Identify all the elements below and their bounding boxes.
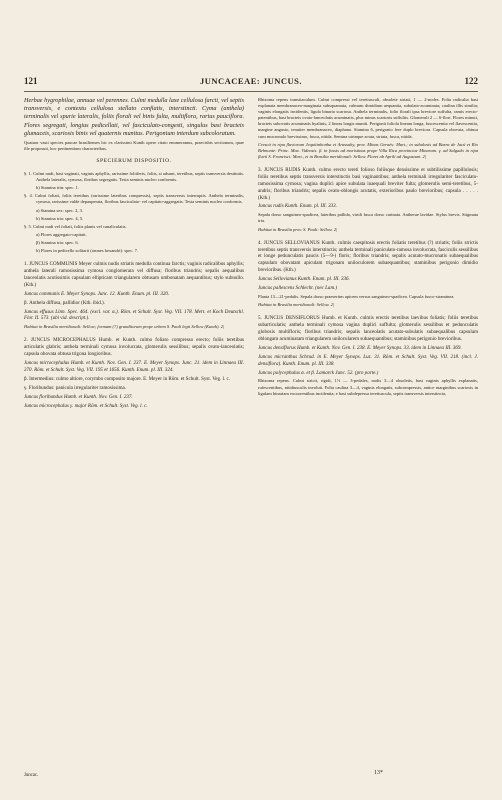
key-entry: a) Stamina sex: spec. 2, 3. (36, 207, 83, 213)
key-entry: b) Stamina tria: spec. 4, 5. (36, 215, 84, 221)
left-column (24, 97, 244, 412)
species-2-description: Rhizoma repens transiiaculum. Culmi compressi vel teretiusculi, obsolete striati, 1 — 2-nodes. Folia radicalia basi explanata membranaceo-marginata subsquamata, culmum dimidium aequantia, subulato-acuminata; caulina illis similia; vaginis elongatis incidentis, ligula binaria scariosa. Anthela terminalis, folio florali ipsa breviore suffulta, ramis erecto-patentibus, basi bracteis ovato-lanceolatis acuminatis, plus minus scariosis suffultis. Glomeruli 2 — 6-flori. Flores minuti, bracteis subovatis acuminatis hyalinis, 2 lineas longis muniti. Perigonii foliola lineam longa, fuscescentia vel flavescentia, margine angusto, tenuiter membranaceo, diaphano. Stamina 6, perigonio fere duplo breviora. Capsula obovata, obtusa cum mucronulo brevissimo, fusca, nitida. Semina utrinque acuta, striata, fusca, nitida. (258, 97, 478, 139)
key-entry: b) Flores in pedicello solitarii (omnes hexandri): spec. 7. (36, 248, 138, 254)
genus-description: Herbae hygrophilae, annuae vel perennes. Culmi medulla laxe cellulosa farcti, vel septis transversis, e contextu cellulosa stellato confiatis, interstincti. Cyma (anthela) terminalis vel spurie lateralis, foliis florali vel binis fulta, multiflora, rarius pauciflora. Flores segregati, longius pedicellati, vel fasciculato-congesti, singulus basi bracteis glumaceis, scariosis binis vel quaternis munitus. Perigonium interdum subcoloratum. (24, 97, 244, 137)
species-2-variety: γ. Floribundus: panicula irregulariter ramosissima. (24, 384, 127, 391)
species-5-synonym: Juncus micranthus Schrad. in E. Meyer Synops. Luz. 31. Röm. et Schult. Syst. Veg. VII. 218. (incl. J. densiflora). Kunth. Enum. pl. III. 338. (258, 353, 478, 367)
species-3-habitat: Habitat in Brasilia prov. S. Pauli: Sellow. 2| (258, 226, 338, 232)
species-4-description: Planta 13—21-pedalis. Sepala dorso praesertim apicem versus sanguineo-spadicea. Capsula fusco-straminea. (258, 294, 455, 299)
species-1-diagnosis: 1. JUNCUS COMMUNIS Meyer culmis nudis striatis medulla continua farctis; vaginis radicalibus aphyllis; anthela laterali ramosissima cymosa conglomerata vel diffusa; floribus triandris; sepalis aequalibus lanceolatis acutissimis capsulam ellipticam triangularem obtusam umbonatam aequantibus; stylo subnullo. (Kth.) (24, 261, 244, 288)
key-entry: a) Flores aggregato-capitati. (36, 231, 87, 237)
key-entry: b) Stamina trin: spec. 1. (36, 185, 79, 191)
key-entry: §. 5. Culmi nudi vel foliati, foliis planis vel canaliculatis. (24, 223, 127, 229)
footer-note: Juncac. (24, 773, 39, 778)
species-4-synonym: Juncus pallescens Schlecht. (nec Lam.) (258, 285, 338, 292)
species-2-habitat: Crescit in ripa fluviorum Jequitinhonha et Arassuhy, prov. Minas Geraës: Mart.; in subulosis ad Barra de Jacú et Rio Belmonte: Princ. Max. Vidensis. β. in fossis ad moristinas prope Villa Rica provinciae Minarum. γ. ad Salgado in ripa fluvii S. Francisci: Mart., et in Brasilia meridionali: Sellow. Floret ab Aprili ad Augustum. 2| (258, 141, 478, 159)
intro-note: Quatuor vasti species paucae brasilienses hic ex clarissimi Kunth opere citato enumeramus, praecisbis sectionum, quae ille proposuit, hoc pertinentium characteribus. (24, 140, 244, 152)
key-entry: β) Stamina tria: spec. 6. (36, 239, 79, 245)
running-title: JUNCACEAE: JUNCUS. (199, 76, 303, 86)
species-5-synonym: Juncus densiflorus Humb. et Kunth. Nov. Gen. I. 238. E. Meyer Synops. 33. idem in Linnaea III. 369. (258, 344, 462, 351)
species-5-description: Rhizoma repens. Culmi stricti, rigidi, 1½ — 3-pedales, nodis 3—4 obsoletis, basi vaginis aphyllis explanatis, rufescentibus, nitidiusculis involuti. Folia caulina 3—4, vaginis elongatis, subcompressis, antice marginibus scariosis in ligulam binariam excurrentibus incidentia; e basi subdepressa teretiuscula, septis transversis interstincta, (258, 378, 478, 396)
species-4-diagnosis: 4. JUNCUS SELLOVIANUS Kunth. culmis caespitosis erectis foliatis teretibus (?) striatis; foliis strictis teretibus septis transversis interstinctis; anthela terminali paniculato-ramosa involucrata, fasciculis sessilibus et longe pedunculatis paucis (5—9-) floris; floribus triandris; sepalis acutato-mucronatis subaequalibus capsulam obovatam apiculam trigonam uniloculorem subaequantibus; staminibus perigonio dimidio brevioribus. (Kth.) (258, 239, 478, 274)
species-1-variety: β. Anthela diffusa, pallidior (Kth. ibid.). (24, 299, 105, 306)
species-2-variety: β. Intermedius: culmo altiore, corymbo composito majore. E. Meyer in Röm. et Schult. Syst. Veg. l. c. (24, 376, 230, 383)
species-2-synonym: Juncus microcephalus Humb. et Kunth. Nov. Gen. I. 237. E. Meyer Synops. Junc. 21. idem in Linnaea III. 370. Röm. et Schult. Syst. Veg. VII. 195 et 1656. Kunth. Enum. pl. III. 324. (24, 360, 244, 374)
species-5-synonym: Juncus polycephalus α. et β. Lamarck Junc. 52. (pro parte.) (258, 369, 379, 376)
signature-mark: 13* (374, 770, 383, 776)
right-column (258, 97, 478, 399)
species-1-synonym: Juncus communis E. Meyer Synops. Junc. 12. Kunth. Enum. pl. III. 320. (24, 290, 170, 297)
species-1-habitat: Habitat in Brasilia meridionali: Sellow; formam (?) granditoram prope urbem S. Pauli legit Sellow (Kunth). 2| (24, 324, 225, 330)
right-page-number: 122 (464, 76, 478, 86)
species-4-synonym: Juncus Sellovianus Kunth. Enum. pl. III. 336. (258, 276, 350, 283)
key-heading: SPECIERUM DISPOSITIO. (96, 158, 172, 165)
key-entry: §. 1. Culmi nudi, basi vaginati, vaginis aphyllis, rarissime foliiferis, foliis, si adsunt, teretibus, septis transversis destitutis. Anthela lateralis, cymosa, floribus segregatis. Testa seminis nucleo conformis. (24, 171, 244, 183)
species-2-synonym: Juncus microcephalus γ. major Röm. et Schult. Syst. Veg. l. c. (24, 402, 148, 409)
species-1-synonym: Juncus effusus Linn. Spec. 464. (excl. var. α.). Röm. et Schult. Syst. Veg. VII. 178. Mert. et Koch Deutschl. Flor. II. 573. (ubi vid. descript.). (24, 308, 244, 322)
species-3-synonym: Juncus rudis Kunth. Enum. pl. III. 333. (258, 203, 337, 210)
header-rule (24, 91, 478, 92)
page-header (24, 76, 478, 90)
species-3-description: Sepala dorso sanguineo-spadicea, lateribus pallida, viridi fusca dorso carinata. Antherae lavidae. Stylus brevis. Stigmata tria. (258, 212, 478, 224)
key-entry: §. 4. Culmi foliati, foliis teretibus (rarissime lateribus compressis), septis transversis interruptis. Anthela terminalis, cymosa, rarissime valde depauperata, floribus fasciculato- vel capitato-aggregatis. Testa seminis nucleo conformis. (24, 193, 244, 205)
species-4-habitat: Habitat in Brasilia meridionali: Sellow. 2| (258, 302, 335, 308)
left-page-number: 121 (24, 76, 38, 86)
species-2-diagnosis: 2. JUNCUS MICROCEPHALUS Humb. et Kunth. culmo foliato compresso erecto; foliis teretibus articulatis glabris; anthela terminali cymosa involucrata, glomerulis sessilibus; sepalis ovato-lanceolatis; capsula obovata obtusa trigona longioribus. (24, 337, 244, 358)
species-2-synonym: Juncus floribundus Humb. et Kunth. Nov. Gen. I. 237. (24, 393, 133, 400)
species-5-diagnosis: 5. JUNCUS DENSIFLORUS Humb. et Kunth. culmis erectis teretibus laevibus foliatis; foliis teretibus subarticulatis; anthela terminali cymosa vagina duplici suffulta; glomerulis sessilibus et pedunculatis globosis multifloris; floribus triandris; sepalis lanceolatis acutato-subulatis subaequalibus capsulam oblongam acuminatam triangularem unilocularem subaequantibus; staminibus perigonio brevioribus. (258, 315, 478, 342)
species-3-diagnosis: 3. JUNCUS RUDIS Kunth. culmo erecto tereti folioso foliisque densissime et subtilissime papillulosis; foliis teretibus septis transversis interstinctis basi vaginantibus; anthela terminali irregulariter fasciculato-ramosissima cymosa; vagina duplici apice subulata inaequali breviter fulta; glomerulis semi-teretibus, 5-andris; floribus triandris; sepalis ovato-oblongis acutatis, exterioribus paulo brevioribus; capsula . . . . . (Kth.) (258, 166, 478, 201)
